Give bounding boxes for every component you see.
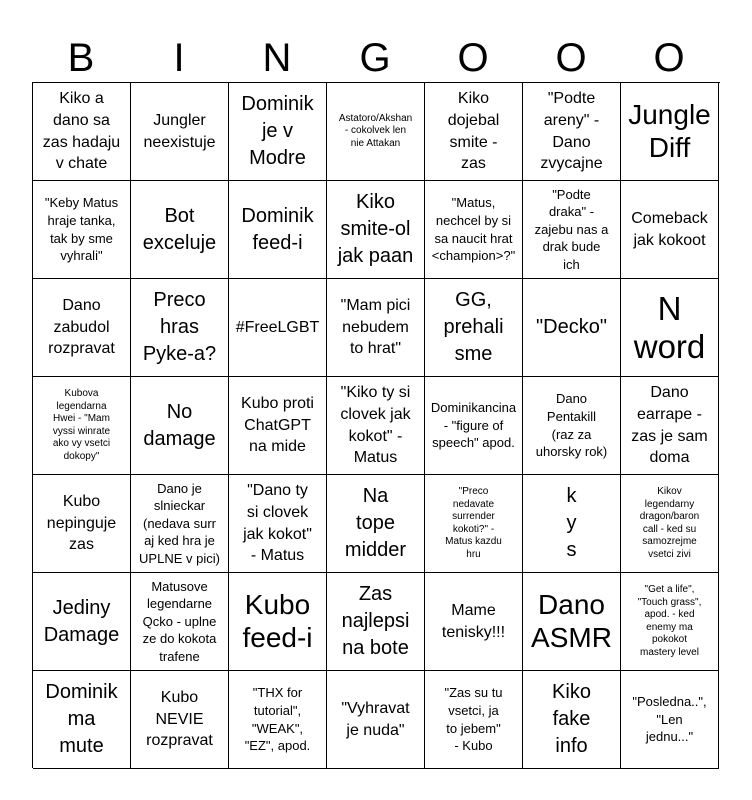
bingo-cell[interactable]: Dano ASMR [523, 573, 621, 671]
bingo-cell[interactable]: Dominik feed-i [229, 181, 327, 279]
bingo-cell[interactable]: Dano zabudol rozpravat [33, 279, 131, 377]
bingo-cell[interactable]: No damage [131, 377, 229, 475]
bingo-cell[interactable]: "Decko" [523, 279, 621, 377]
bingo-cell[interactable]: "Mam pici nebudem to hrat" [327, 279, 425, 377]
bingo-cell[interactable]: GG, prehali sme [425, 279, 523, 377]
bingo-header [32, 34, 718, 82]
bingo-cell[interactable]: "Kiko ty si clovek jak kokot" - Matus [327, 377, 425, 475]
bingo-cell[interactable]: "Vyhravat je nuda" [327, 671, 425, 769]
header-letter: O [653, 36, 685, 80]
bingo-cell[interactable]: "Podte draka" - zajebu nas a drak bude ich [523, 181, 621, 279]
bingo-cell[interactable]: Dano je slnieckar (nedava surr aj ked hra je UPLNE v pici) [131, 475, 229, 573]
bingo-cell[interactable]: Kubova legendarna Hwei - "Mam vyssi winrate ako vy vsetci dokopy" [33, 377, 131, 475]
bingo-grid [32, 82, 720, 768]
bingo-cell[interactable]: Preco hras Pyke-a? [131, 279, 229, 377]
bingo-cell[interactable]: #FreeLGBT [229, 279, 327, 377]
bingo-cell[interactable]: "Preco nedavate surrender kokoti?" - Matus kazdu hru [425, 475, 523, 573]
header-letter: G [359, 36, 391, 80]
bingo-cell[interactable]: Kubo nepinguje zas [33, 475, 131, 573]
bingo-cell[interactable]: "Podte areny" - Dano zvycajne [523, 83, 621, 181]
bingo-cell[interactable]: Kiko fake info [523, 671, 621, 769]
bingo-cell[interactable]: Zas najlepsi na bote [327, 573, 425, 671]
bingo-cell[interactable]: Matusove legendarne Qcko - uplne ze do kokota trafene [131, 573, 229, 671]
bingo-cell[interactable]: Kiko dojebal smite - zas [425, 83, 523, 181]
bingo-cell[interactable]: Kikov legendarny dragon/baron call - ked su samozrejme vsetci zivi [621, 475, 719, 573]
bingo-cell[interactable]: N word [621, 279, 719, 377]
bingo-cell[interactable]: Mame tenisky!!! [425, 573, 523, 671]
bingo-cell[interactable]: "Posledna..", "Len jednu..." [621, 671, 719, 769]
bingo-cell[interactable]: "Matus, nechcel by si sa naucit hrat <champion>?" [425, 181, 523, 279]
bingo-cell[interactable]: Na tope midder [327, 475, 425, 573]
header-letter: O [555, 36, 587, 80]
bingo-cell[interactable]: "Zas su tu vsetci, ja to jebem" - Kubo [425, 671, 523, 769]
header-letter: O [457, 36, 489, 80]
bingo-cell[interactable]: Jediny Damage [33, 573, 131, 671]
bingo-cell[interactable]: "Dano ty si clovek jak kokot" - Matus [229, 475, 327, 573]
bingo-cell[interactable]: "Keby Matus hraje tanka, tak by sme vyhrali" [33, 181, 131, 279]
bingo-cell[interactable]: Dominik je v Modre [229, 83, 327, 181]
bingo-cell[interactable]: Dominikancina - "figure of speech" apod. [425, 377, 523, 475]
bingo-cell[interactable]: Kubo NEVIE rozpravat [131, 671, 229, 769]
bingo-cell[interactable]: Bot exceluje [131, 181, 229, 279]
bingo-cell[interactable]: Jungle Diff [621, 83, 719, 181]
header-letter: N [262, 36, 292, 80]
bingo-cell[interactable]: "Get a life", "Touch grass", apod. - ked enemy ma pokokot mastery level [621, 573, 719, 671]
header-letter: I [173, 36, 185, 80]
bingo-cell[interactable]: Dano earrape - zas je sam doma [621, 377, 719, 475]
header-letter: B [67, 36, 95, 80]
bingo-cell[interactable]: Kiko a dano sa zas hadaju v chate [33, 83, 131, 181]
bingo-cell[interactable]: Kiko smite-ol jak paan [327, 181, 425, 279]
bingo-cell[interactable]: Dominik ma mute [33, 671, 131, 769]
bingo-cell[interactable]: Jungler neexistuje [131, 83, 229, 181]
bingo-cell[interactable]: Dano Pentakill (raz za uhorsky rok) [523, 377, 621, 475]
bingo-cell[interactable]: Kubo proti ChatGPT na mide [229, 377, 327, 475]
bingo-cell[interactable]: Comeback jak kokoot [621, 181, 719, 279]
bingo-cell[interactable]: k y s [523, 475, 621, 573]
bingo-cell[interactable]: "THX for tutorial", "WEAK", "EZ", apod. [229, 671, 327, 769]
bingo-cell[interactable]: Astatoro/Akshan - cokolvek len nie Attakan [327, 83, 425, 181]
bingo-cell[interactable]: Kubo feed-i [229, 573, 327, 671]
